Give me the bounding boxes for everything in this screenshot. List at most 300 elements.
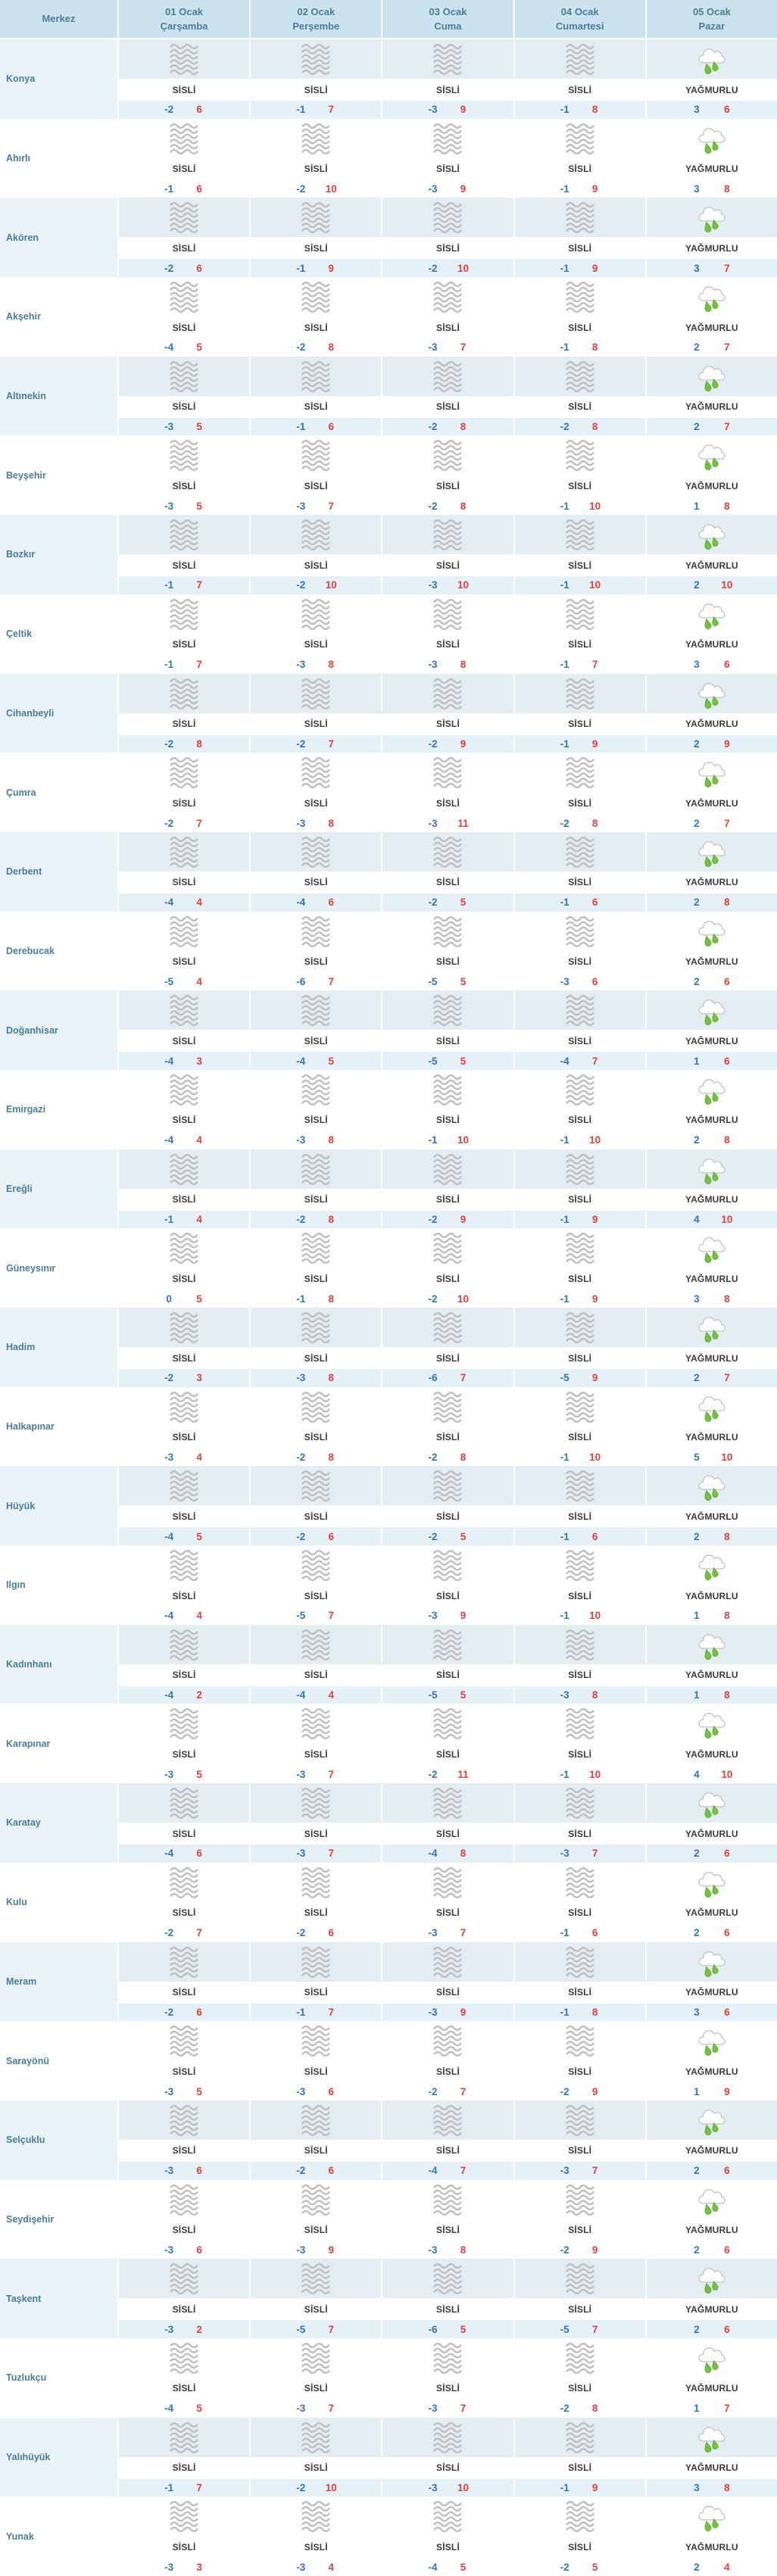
max-temp: 9: [460, 1213, 467, 1225]
fog-icon: [251, 2338, 381, 2378]
temperature-pair: [382, 259, 513, 277]
forecast-cell: [647, 1625, 777, 1704]
min-temp: -1: [296, 104, 306, 116]
condition-label: SİSLİ: [251, 951, 381, 973]
condition-label: SİSLİ: [382, 1268, 513, 1290]
temperature-pair: [647, 2004, 777, 2022]
max-temp: 7: [460, 2403, 467, 2415]
forecast-cell: [382, 198, 513, 277]
district-row: [0, 2259, 777, 2338]
temperature-pair: [647, 973, 777, 991]
temperature-pair: [251, 2162, 381, 2180]
rain-icon: [647, 2259, 777, 2298]
min-temp: 2: [694, 975, 700, 987]
rain-icon: [647, 832, 777, 872]
max-temp: 6: [196, 183, 202, 195]
rain-icon: [647, 2021, 777, 2060]
temperature-pair: [647, 180, 777, 198]
fog-icon: [382, 198, 513, 237]
forecast-cell: [119, 2418, 249, 2497]
fog-icon: [251, 277, 381, 317]
condition-label: SİSLİ: [251, 1268, 381, 1290]
forecast-cell: [515, 2021, 645, 2100]
temperature-pair: [251, 418, 381, 436]
min-temp: -1: [164, 183, 174, 195]
condition-label: SİSLİ: [382, 1189, 513, 1211]
fog-icon: [251, 435, 381, 475]
min-temp: -1: [560, 1610, 569, 1622]
temperature-pair: [382, 1369, 513, 1387]
district-row: [0, 1704, 777, 1783]
fog-icon: [251, 594, 381, 634]
temperature-pair: [119, 656, 249, 674]
forecast-cell: [515, 2496, 645, 2576]
temperature-pair: [647, 1607, 777, 1625]
fog-icon: [251, 2021, 381, 2060]
district-row: [0, 2496, 777, 2576]
fog-icon: [119, 1387, 249, 1427]
forecast-cell: [251, 357, 381, 436]
fog-icon: [515, 1228, 645, 1268]
min-temp: -5: [164, 975, 174, 987]
condition-label: SİSLİ: [251, 554, 381, 576]
condition-label: SİSLİ: [119, 79, 249, 101]
temperature-pair: [647, 576, 777, 594]
min-temp: -3: [164, 2085, 174, 2097]
rain-icon: [647, 674, 777, 713]
min-temp: -1: [560, 1293, 569, 1305]
condition-label: SİSLİ: [382, 1347, 513, 1369]
condition-label: SİSLİ: [119, 951, 249, 973]
temperature-pair: [251, 656, 381, 674]
condition-label: SİSLİ: [515, 1268, 645, 1290]
forecast-cell: [251, 2259, 381, 2338]
max-temp: 4: [196, 1452, 202, 1464]
condition-label: SİSLİ: [251, 1505, 381, 1527]
forecast-cell: [382, 1545, 513, 1625]
min-temp: -2: [296, 579, 306, 591]
max-temp: 7: [328, 1848, 335, 1860]
condition-label: SİSLİ: [119, 1347, 249, 1369]
max-temp: 5: [460, 975, 467, 987]
fog-icon: [382, 1149, 513, 1189]
min-temp: 2: [694, 2165, 700, 2177]
forecast-cell: [515, 198, 645, 277]
condition-label: SİSLİ: [382, 2060, 513, 2082]
min-temp: -4: [428, 2561, 438, 2573]
district-row: [0, 1387, 777, 1467]
max-temp: 6: [591, 975, 598, 987]
district-name: Tuzlukçu: [0, 2338, 117, 2418]
temperature-pair: [647, 2082, 777, 2100]
forecast-cell: [119, 1942, 249, 2022]
condition-label: SİSLİ: [251, 1030, 381, 1052]
condition-label: SİSLİ: [515, 2378, 645, 2400]
condition-label: SİSLİ: [251, 2219, 381, 2241]
condition-label: YAĞMURLU: [647, 872, 777, 893]
fog-icon: [382, 1863, 513, 1902]
fog-icon: [119, 1149, 249, 1189]
fog-icon: [515, 357, 645, 396]
max-temp: 5: [460, 897, 467, 909]
min-temp: -3: [296, 500, 306, 512]
max-temp: 10: [457, 1134, 469, 1146]
fog-icon: [251, 674, 381, 713]
max-temp: 8: [591, 104, 598, 116]
condition-label: YAĞMURLU: [647, 79, 777, 101]
fog-icon: [382, 435, 513, 475]
min-temp: 4: [694, 1213, 700, 1225]
min-temp: -6: [428, 1372, 438, 1384]
forecast-cell: [119, 2100, 249, 2180]
max-temp: 9: [591, 738, 598, 750]
temperature-pair: [515, 2004, 645, 2022]
fog-icon: [119, 515, 249, 554]
forecast-cell: [251, 753, 381, 832]
min-temp: -3: [428, 1610, 438, 1622]
condition-label: SİSLİ: [119, 1109, 249, 1131]
max-temp: 5: [196, 1768, 202, 1780]
forecast-cell: [251, 1387, 381, 1467]
rain-icon: [647, 1545, 777, 1585]
temperature-pair: [119, 1369, 249, 1387]
max-temp: 3: [196, 1372, 202, 1384]
temperature-pair: [119, 814, 249, 832]
max-temp: 5: [460, 2323, 467, 2335]
condition-label: SİSLİ: [382, 872, 513, 893]
max-temp: 10: [589, 500, 601, 512]
temperature-pair: [119, 180, 249, 198]
district-name: Beyşehir: [0, 435, 117, 515]
temperature-pair: [251, 1686, 381, 1704]
min-temp: -3: [296, 2403, 306, 2415]
forecast-cell: [382, 1625, 513, 1704]
temperature-pair: [515, 2320, 645, 2338]
max-temp: 8: [460, 1452, 467, 1464]
forecast-cell: [647, 277, 777, 357]
fog-icon: [119, 2100, 249, 2140]
forecast-cell: [647, 1783, 777, 1863]
header-day-4: [515, 0, 645, 38]
condition-label: SİSLİ: [382, 237, 513, 259]
forecast-cell: [515, 1704, 645, 1783]
condition-label: SİSLİ: [382, 2219, 513, 2241]
forecast-cell: [647, 2496, 777, 2576]
temperature-pair: [515, 2479, 645, 2497]
forecast-cell: [251, 1228, 381, 1308]
condition-label: YAĞMURLU: [647, 1982, 777, 2004]
condition-label: SİSLİ: [382, 1427, 513, 1449]
fog-icon: [515, 1704, 645, 1743]
condition-label: SİSLİ: [251, 2457, 381, 2479]
district-row: [0, 1942, 777, 2022]
temperature-pair: [251, 2320, 381, 2338]
temperature-pair: [647, 735, 777, 753]
forecast-cell: [251, 277, 381, 357]
fog-icon: [119, 2418, 249, 2457]
day-weekday: Cumartesi: [555, 20, 604, 32]
max-temp: 11: [457, 817, 469, 829]
temperature-pair: [382, 497, 513, 515]
max-temp: 3: [196, 2561, 202, 2573]
condition-label: SİSLİ: [119, 1823, 249, 1845]
min-temp: -1: [560, 579, 569, 591]
fog-icon: [515, 198, 645, 237]
temperature-pair: [119, 2558, 249, 2576]
forecast-cell: [515, 39, 645, 119]
condition-label: SİSLİ: [251, 2298, 381, 2320]
district-row: [0, 2021, 777, 2100]
temperature-pair: [515, 1607, 645, 1625]
fog-icon: [251, 990, 381, 1030]
max-temp: 7: [460, 2085, 467, 2097]
temperature-pair: [647, 2400, 777, 2418]
district-name: Taşkent: [0, 2259, 117, 2338]
forecast-cell: [382, 119, 513, 198]
fog-icon: [382, 357, 513, 396]
condition-label: SİSLİ: [382, 79, 513, 101]
max-temp: 8: [328, 1293, 335, 1305]
forecast-cell: [119, 1387, 249, 1467]
temperature-pair: [515, 1290, 645, 1308]
condition-label: SİSLİ: [515, 1982, 645, 2004]
forecast-cell: [647, 39, 777, 119]
condition-label: SİSLİ: [251, 396, 381, 418]
temperature-pair: [382, 2320, 513, 2338]
condition-label: SİSLİ: [515, 1505, 645, 1527]
condition-label: SİSLİ: [515, 1189, 645, 1211]
forecast-cell: [515, 435, 645, 515]
condition-label: SİSLİ: [251, 1823, 381, 1845]
max-temp: 10: [325, 2481, 337, 2493]
forecast-cell: [515, 1942, 645, 2022]
temperature-pair: [251, 1449, 381, 1467]
max-temp: 7: [328, 738, 335, 750]
min-temp: -4: [428, 1848, 438, 1860]
min-temp: 1: [694, 1689, 700, 1701]
temperature-pair: [647, 2162, 777, 2180]
min-temp: 2: [694, 738, 700, 750]
temperature-pair: [119, 338, 249, 357]
fog-icon: [382, 912, 513, 951]
max-temp: 7: [196, 1927, 202, 1939]
fog-icon: [119, 1863, 249, 1902]
temperature-pair: [647, 893, 777, 912]
max-temp: 6: [196, 2244, 202, 2256]
fog-icon: [251, 2259, 381, 2298]
fog-icon: [382, 990, 513, 1030]
rain-icon: [647, 2338, 777, 2378]
district-name: Çeltik: [0, 594, 117, 674]
condition-label: SİSLİ: [515, 1902, 645, 1924]
forecast-cell: [119, 912, 249, 991]
district-row: [0, 912, 777, 991]
max-temp: 6: [591, 897, 598, 909]
max-temp: 7: [460, 1372, 467, 1384]
district-row: [0, 753, 777, 832]
max-temp: 2: [196, 2323, 202, 2335]
max-temp: 4: [196, 1134, 202, 1146]
fog-icon: [382, 119, 513, 158]
min-temp: -3: [428, 659, 438, 671]
condition-label: SİSLİ: [515, 1109, 645, 1131]
max-temp: 6: [724, 104, 730, 116]
max-temp: 8: [591, 2006, 598, 2018]
rain-icon: [647, 990, 777, 1030]
max-temp: 9: [591, 1213, 598, 1225]
max-temp: 6: [724, 1927, 730, 1939]
fog-icon: [119, 2259, 249, 2298]
merkez-label: Merkez: [42, 13, 76, 25]
min-temp: 5: [694, 1452, 700, 1464]
rain-icon: [647, 515, 777, 554]
day-weekday: Pazar: [698, 20, 726, 32]
day-date: 03 Ocak: [429, 5, 467, 17]
district-name: Kulu: [0, 1863, 117, 1942]
min-temp: -3: [560, 1848, 569, 1860]
min-temp: -2: [428, 1768, 438, 1780]
max-temp: 4: [196, 1610, 202, 1622]
condition-label: YAĞMURLU: [647, 317, 777, 338]
district-name: Hüyük: [0, 1466, 117, 1545]
temperature-pair: [515, 893, 645, 912]
max-temp: 8: [328, 817, 335, 829]
rain-icon: [647, 2100, 777, 2140]
fog-icon: [251, 119, 381, 158]
temperature-pair: [251, 1290, 381, 1308]
min-temp: -2: [296, 341, 306, 354]
max-temp: 7: [591, 1055, 598, 1067]
max-temp: 10: [721, 579, 733, 591]
temperature-pair: [119, 1052, 249, 1070]
forecast-cell: [647, 1863, 777, 1942]
condition-label: SİSLİ: [251, 317, 381, 338]
fog-icon: [382, 2418, 513, 2457]
max-temp: 5: [196, 500, 202, 512]
max-temp: 8: [724, 183, 730, 195]
max-temp: 9: [460, 2006, 467, 2018]
max-temp: 10: [721, 1452, 733, 1464]
district-name: Selçuklu: [0, 2100, 117, 2180]
min-temp: -2: [164, 1927, 174, 1939]
temperature-pair: [119, 497, 249, 515]
min-temp: -2: [164, 262, 174, 274]
condition-label: SİSLİ: [251, 1427, 381, 1449]
temperature-pair: [251, 180, 381, 198]
temperature-pair: [119, 893, 249, 912]
min-temp: -2: [296, 1213, 306, 1225]
min-temp: -5: [428, 975, 438, 987]
temperature-pair: [515, 1686, 645, 1704]
min-temp: -1: [164, 1213, 174, 1225]
max-temp: 7: [724, 341, 730, 354]
forecast-cell: [119, 1466, 249, 1545]
fog-icon: [382, 2259, 513, 2298]
condition-label: SİSLİ: [515, 2219, 645, 2241]
forecast-cell: [382, 2259, 513, 2338]
fog-icon: [382, 2021, 513, 2060]
min-temp: -3: [164, 500, 174, 512]
max-temp: 8: [460, 500, 467, 512]
condition-label: SİSLİ: [382, 1823, 513, 1845]
fog-icon: [251, 1466, 381, 1505]
max-temp: 8: [328, 1372, 335, 1384]
condition-label: SİSLİ: [119, 237, 249, 259]
fog-icon: [119, 119, 249, 158]
condition-label: SİSLİ: [515, 1743, 645, 1765]
min-temp: 2: [694, 341, 700, 354]
condition-label: SİSLİ: [119, 1030, 249, 1052]
condition-label: SİSLİ: [251, 634, 381, 656]
condition-label: YAĞMURLU: [647, 2536, 777, 2558]
condition-label: SİSLİ: [382, 1982, 513, 2004]
district-row: [0, 435, 777, 515]
temperature-pair: [515, 259, 645, 277]
forecast-cell: [647, 2180, 777, 2259]
temperature-pair: [251, 973, 381, 991]
fog-icon: [382, 515, 513, 554]
condition-label: SİSLİ: [382, 2298, 513, 2320]
fog-icon: [515, 39, 645, 79]
temperature-pair: [515, 180, 645, 198]
condition-label: YAĞMURLU: [647, 554, 777, 576]
forecast-cell: [382, 594, 513, 674]
temperature-pair: [119, 735, 249, 753]
temperature-pair: [382, 2241, 513, 2259]
max-temp: 4: [196, 975, 202, 987]
district-row: [0, 1466, 777, 1545]
forecast-cell: [515, 1070, 645, 1149]
temperature-pair: [119, 2082, 249, 2100]
temperature-pair: [382, 101, 513, 119]
temperature-pair: [119, 973, 249, 991]
temperature-pair: [251, 1052, 381, 1070]
fog-icon: [515, 2338, 645, 2378]
condition-label: SİSLİ: [382, 713, 513, 735]
fog-icon: [515, 2259, 645, 2298]
district-name: Karatay: [0, 1783, 117, 1863]
temperature-pair: [382, 1290, 513, 1308]
max-temp: 7: [328, 1610, 335, 1622]
condition-label: SİSLİ: [251, 1585, 381, 1607]
condition-label: SİSLİ: [382, 158, 513, 180]
forecast-cell: [515, 119, 645, 198]
temperature-pair: [251, 2558, 381, 2576]
min-temp: 2: [694, 817, 700, 829]
fog-icon: [119, 1942, 249, 1982]
temperature-pair: [119, 2241, 249, 2259]
forecast-cell: [515, 2418, 645, 2497]
forecast-table-body: [0, 39, 777, 2576]
temperature-pair: [647, 1052, 777, 1070]
temperature-pair: [382, 1924, 513, 1942]
min-temp: -2: [428, 897, 438, 909]
min-temp: 1: [694, 500, 700, 512]
max-temp: 6: [591, 1927, 598, 1939]
condition-label: SİSLİ: [382, 1109, 513, 1131]
forecast-cell: [251, 2180, 381, 2259]
district-name: Akşehir: [0, 277, 117, 357]
forecast-cell: [251, 2496, 381, 2576]
temperature-pair: [647, 2558, 777, 2576]
forecast-cell: [382, 435, 513, 515]
max-temp: 4: [328, 1689, 335, 1701]
condition-label: SİSLİ: [251, 872, 381, 893]
max-temp: 7: [724, 421, 730, 433]
min-temp: -2: [296, 1927, 306, 1939]
district-row: [0, 2100, 777, 2180]
temperature-pair: [382, 1211, 513, 1229]
